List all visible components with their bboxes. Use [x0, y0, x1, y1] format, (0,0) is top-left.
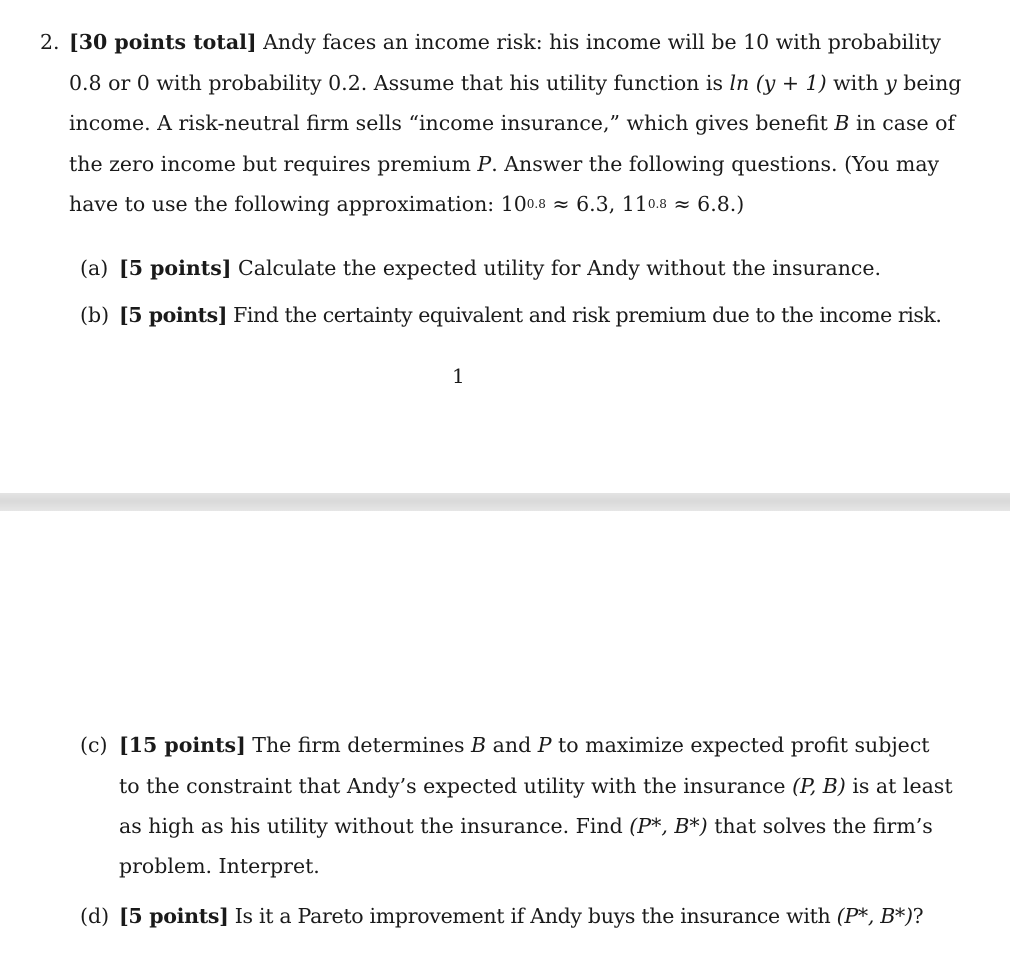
- part-d-text: Is it a Pareto improvement if Andy buys the insurance with: [228, 904, 837, 928]
- question-line-2: [69, 70, 961, 96]
- question-line-3: [69, 110, 955, 136]
- question-text: the zero income but requires premium: [69, 152, 478, 176]
- part-c-text: to the constraint that Andy’s expected utility with the insurance: [119, 774, 793, 798]
- part-c-line-4: [119, 853, 320, 879]
- approx-exponent: 0.8: [647, 197, 667, 211]
- page-separator: [0, 493, 1010, 511]
- var-B: B: [834, 111, 850, 135]
- approx-exponent: 0.8: [526, 197, 546, 211]
- approx-value: ≈ 6.3,: [545, 192, 622, 216]
- part-c-text: that solves the firm’s: [707, 814, 933, 838]
- part-a-text: Calculate the expected utility for Andy without the insurance.: [231, 256, 882, 280]
- part-c-text: as high as his utility without the insurance. Find: [119, 814, 630, 838]
- approx-value: ≈ 6.8.): [666, 192, 745, 216]
- part-b-label: (b): [80, 303, 110, 327]
- utility-function: ln (y + 1): [729, 71, 827, 95]
- part-b-points: [5 points]: [119, 303, 228, 327]
- question-text: 0.8 or 0 with probability 0.2. Assume that his utility function is: [69, 71, 730, 95]
- question-text: in case of: [849, 111, 956, 135]
- part-c-text: is at least: [845, 774, 953, 798]
- question-line-1: [69, 29, 941, 55]
- part-c-line-2: [119, 773, 953, 799]
- part-c-text: problem. Interpret.: [119, 854, 320, 878]
- var-P: P: [537, 733, 552, 757]
- var-B: B: [471, 733, 487, 757]
- part-d-text: ?: [912, 904, 924, 928]
- part-c-text: and: [486, 733, 538, 757]
- part-a-points: [5 points]: [119, 256, 232, 280]
- part-a: [119, 255, 881, 281]
- part-a-label: (a): [80, 256, 109, 280]
- part-c-label: (c): [80, 733, 108, 757]
- part-b-text: Find the certainty equivalent and risk premium due to the income risk.: [227, 303, 942, 327]
- part-c-text: The firm determines: [245, 733, 472, 757]
- question-text: with: [826, 71, 886, 95]
- approx-base: 11: [621, 192, 648, 216]
- question-text: income. A risk-neutral firm sells “income insurance,” which gives benefit: [69, 111, 835, 135]
- part-d: [119, 903, 923, 929]
- part-c-text: to maximize expected profit subject: [551, 733, 930, 757]
- question-text: being: [896, 71, 962, 95]
- question-text: Andy faces an income risk: his income will be 10 with probability: [256, 30, 941, 54]
- question-line-4: [69, 151, 939, 177]
- part-b: [119, 302, 941, 328]
- part-c-line-3: [119, 813, 933, 839]
- page-2: [0, 511, 1010, 960]
- question-text: . Answer the following questions. (You may: [491, 152, 940, 176]
- var-P: P: [477, 152, 492, 176]
- part-d-label: (d): [80, 904, 110, 928]
- page-number: 1: [452, 364, 465, 388]
- optimal-pair: (P*, B*): [629, 814, 708, 838]
- approx-base: 10: [500, 192, 527, 216]
- var-y: y: [885, 71, 897, 95]
- question-text: have to use the following approximation:: [69, 192, 501, 216]
- optimal-pair: (P*, B*): [836, 904, 913, 928]
- part-c-line-1: [119, 732, 930, 758]
- question-number: 2.: [40, 30, 60, 54]
- question-points: [30 points total]: [69, 30, 257, 54]
- part-d-points: [5 points]: [119, 904, 229, 928]
- question-line-5: [69, 191, 744, 220]
- insurance-pair: (P, B): [792, 774, 846, 798]
- part-c-points: [15 points]: [119, 733, 246, 757]
